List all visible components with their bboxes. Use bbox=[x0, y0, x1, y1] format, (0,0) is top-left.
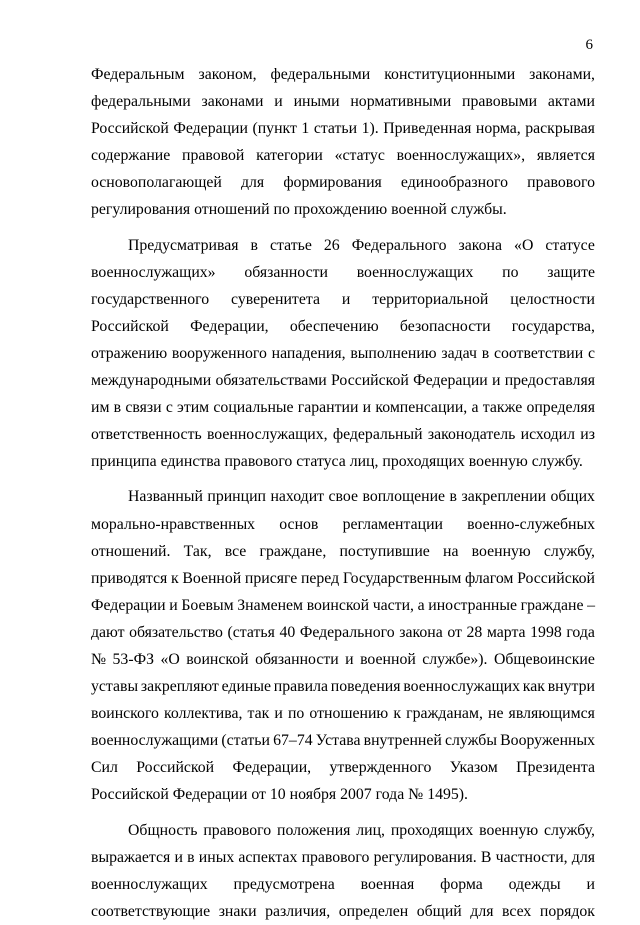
word: конституционными bbox=[384, 66, 516, 83]
word: военнослужащих», bbox=[396, 147, 526, 165]
text-line bbox=[91, 619, 595, 646]
word: «О bbox=[514, 236, 534, 254]
word: регулирования. bbox=[373, 848, 477, 866]
text-line bbox=[91, 142, 595, 169]
word: воплощение bbox=[362, 488, 446, 506]
word: Федерации bbox=[91, 596, 166, 614]
word: военнослужащими bbox=[91, 732, 219, 750]
word: этим bbox=[177, 399, 210, 417]
word: безопасности bbox=[399, 317, 491, 335]
word: «О bbox=[160, 650, 180, 668]
word: частности, bbox=[495, 848, 568, 866]
word: 1 bbox=[301, 120, 310, 138]
word: предусмотрена bbox=[233, 875, 335, 893]
word: части, bbox=[372, 596, 414, 614]
text-line bbox=[91, 313, 595, 340]
word: лиц, bbox=[356, 821, 386, 839]
paragraph-4 bbox=[91, 817, 595, 925]
word: по bbox=[287, 705, 305, 723]
word: Президента bbox=[516, 759, 595, 777]
word: военнослужащих bbox=[91, 875, 208, 893]
text-line bbox=[91, 394, 595, 421]
word: обязанности bbox=[255, 650, 339, 668]
word: принцип bbox=[207, 488, 266, 506]
word: Российской bbox=[91, 317, 169, 335]
text-line bbox=[91, 367, 595, 394]
paragraph-2 bbox=[91, 232, 595, 476]
word: внутренней bbox=[363, 732, 442, 750]
word: международными bbox=[91, 372, 212, 390]
word: Общность bbox=[128, 821, 198, 839]
word: закрепляют bbox=[140, 678, 219, 696]
word: так bbox=[247, 705, 270, 723]
text-line: принципа единства правового статуса лиц, проходящих военную службу. bbox=[91, 453, 583, 471]
word: Российской bbox=[331, 372, 409, 390]
word: им bbox=[91, 399, 110, 417]
word: Российской bbox=[136, 759, 215, 777]
word: обязательствами bbox=[215, 372, 327, 390]
word: статьи bbox=[313, 120, 358, 138]
word: в bbox=[187, 848, 195, 866]
word: по bbox=[502, 263, 519, 281]
word: единые bbox=[221, 678, 271, 696]
word: иностранные bbox=[428, 596, 518, 614]
word: 1998 bbox=[530, 623, 562, 641]
word: не bbox=[487, 705, 504, 723]
word: уставы bbox=[91, 678, 139, 696]
paragraph-1 bbox=[91, 61, 595, 224]
word: единообразного bbox=[400, 174, 508, 192]
text-line bbox=[91, 673, 595, 700]
word: находит bbox=[270, 488, 325, 506]
word: (статьи bbox=[221, 732, 270, 750]
word: все bbox=[224, 542, 247, 560]
word: категории bbox=[256, 147, 323, 165]
word: в bbox=[250, 236, 259, 254]
word: Государственным bbox=[342, 569, 462, 587]
word: Федерального bbox=[299, 623, 395, 641]
word: присяге bbox=[244, 569, 298, 587]
text-line bbox=[91, 115, 595, 142]
word: марта bbox=[486, 623, 526, 641]
word: 1). bbox=[361, 120, 379, 138]
word: воинской bbox=[186, 650, 249, 668]
word: Вооруженных bbox=[500, 732, 595, 750]
text-line bbox=[91, 88, 595, 115]
word: форма bbox=[440, 875, 483, 893]
word: «статус bbox=[334, 147, 385, 165]
word: гражданам, bbox=[406, 705, 483, 723]
word: определен bbox=[338, 902, 409, 920]
paragraph-gap bbox=[91, 809, 595, 817]
word: иными bbox=[293, 93, 340, 111]
word: Устава bbox=[315, 732, 361, 750]
page-number: 6 bbox=[585, 37, 593, 53]
word: целостности bbox=[510, 290, 595, 308]
word: в bbox=[449, 488, 458, 506]
text-line bbox=[91, 421, 595, 448]
word: общих bbox=[550, 488, 595, 506]
word: защите bbox=[547, 263, 595, 281]
word: территориальной bbox=[372, 290, 489, 308]
word: службу, bbox=[543, 821, 595, 839]
word: службу, bbox=[543, 542, 595, 560]
word: внутри bbox=[547, 678, 595, 696]
text-line bbox=[91, 340, 595, 367]
word: № bbox=[91, 650, 107, 668]
text-line bbox=[91, 700, 595, 727]
word: Указом bbox=[449, 759, 498, 777]
word: граждане bbox=[520, 596, 584, 614]
word: Федерации, bbox=[190, 317, 269, 335]
word: нормативными bbox=[350, 93, 452, 111]
word: и bbox=[345, 650, 354, 668]
word: закреплении bbox=[461, 488, 547, 506]
word: правового bbox=[527, 174, 595, 192]
word: 67–74 bbox=[273, 732, 313, 750]
word: правового bbox=[301, 848, 370, 866]
word: являющимся bbox=[508, 705, 595, 723]
word: законами bbox=[201, 93, 264, 111]
word: гарантии bbox=[297, 399, 359, 417]
word: поступившие bbox=[339, 542, 430, 560]
word: Федерации bbox=[413, 372, 488, 390]
word: и bbox=[274, 705, 283, 723]
word: законодатель bbox=[427, 426, 516, 444]
word: и bbox=[586, 875, 595, 893]
text-line bbox=[91, 565, 595, 592]
word: правовыми bbox=[461, 93, 538, 111]
word: к bbox=[393, 705, 402, 723]
text-line bbox=[91, 754, 595, 781]
text-line bbox=[91, 844, 595, 871]
word: является bbox=[536, 147, 595, 165]
word: (пункт bbox=[252, 120, 297, 138]
word: военнослужащих» bbox=[91, 263, 216, 281]
word: регламентации bbox=[342, 515, 443, 533]
word: к bbox=[170, 569, 179, 587]
text-line: регулирования отношений по прохождению военной службы. bbox=[91, 201, 507, 219]
word: государственного bbox=[91, 290, 210, 308]
text-line bbox=[91, 259, 595, 286]
word: военной bbox=[360, 650, 416, 668]
word: Сил bbox=[91, 759, 118, 777]
word: аспектах bbox=[238, 848, 298, 866]
text-line bbox=[91, 592, 595, 619]
text-line: Российской Федерации от 10 ноября 2007 года № 1495). bbox=[91, 786, 469, 804]
word: воинской bbox=[306, 596, 370, 614]
word: федеральный bbox=[332, 426, 423, 444]
word: (статья bbox=[227, 623, 275, 641]
word: соответствии bbox=[493, 344, 584, 362]
word: Российской bbox=[517, 569, 595, 587]
word: Военной bbox=[182, 569, 242, 587]
word: как bbox=[522, 678, 545, 696]
word: Федерального bbox=[351, 236, 447, 254]
word: и bbox=[362, 399, 372, 417]
word: поведения bbox=[330, 678, 401, 696]
paragraph-gap bbox=[91, 475, 595, 483]
word: также bbox=[482, 399, 523, 417]
word: одежды bbox=[508, 875, 561, 893]
word: различия, bbox=[265, 902, 331, 920]
word: Названный bbox=[128, 488, 203, 506]
word: нападения, bbox=[271, 344, 346, 362]
word: военнослужащих, bbox=[206, 426, 328, 444]
word: ответственность bbox=[91, 426, 202, 444]
word: раскрывая bbox=[525, 120, 595, 138]
text-line bbox=[91, 871, 595, 898]
word: вооруженного bbox=[171, 344, 267, 362]
word: 26 bbox=[323, 236, 340, 254]
text-line bbox=[91, 817, 595, 844]
word: соответствующие bbox=[91, 902, 211, 920]
word: – bbox=[587, 596, 595, 614]
word: воинского bbox=[91, 705, 159, 723]
word: и bbox=[341, 290, 351, 308]
word: приводятся bbox=[91, 569, 168, 587]
word: законами, bbox=[529, 66, 595, 83]
word: проходящих bbox=[390, 821, 474, 839]
word: из bbox=[580, 426, 595, 444]
word: 28 bbox=[466, 623, 483, 641]
word: с bbox=[587, 344, 595, 362]
word: отношению bbox=[309, 705, 389, 723]
word: иных bbox=[198, 848, 235, 866]
word: флагом bbox=[465, 569, 514, 587]
text-line bbox=[91, 286, 595, 313]
word: и bbox=[169, 596, 178, 614]
word: закона bbox=[399, 623, 443, 641]
text-line bbox=[91, 61, 595, 88]
word: для bbox=[241, 174, 265, 192]
text-line bbox=[91, 511, 595, 538]
word: выражается bbox=[91, 848, 171, 866]
word: обязанности bbox=[244, 263, 328, 281]
word: определяя bbox=[526, 399, 595, 417]
document-body bbox=[91, 61, 595, 925]
word: военнослужащих bbox=[403, 678, 520, 696]
word: отражению bbox=[91, 344, 168, 362]
word: коллектива, bbox=[164, 705, 243, 723]
text-line bbox=[91, 538, 595, 565]
text-line bbox=[91, 169, 595, 196]
word: федеральными bbox=[91, 93, 191, 111]
word: военнослужащих bbox=[356, 263, 474, 281]
word: обеспечению bbox=[289, 317, 379, 335]
word: перед bbox=[300, 569, 340, 587]
word: военную bbox=[471, 542, 531, 560]
word: задач bbox=[441, 344, 477, 362]
word: граждане, bbox=[259, 542, 327, 560]
text-line bbox=[91, 727, 595, 754]
word: Боевым bbox=[181, 596, 234, 614]
word: связи bbox=[125, 399, 162, 417]
word: службе»). bbox=[422, 650, 488, 668]
word: основ bbox=[279, 515, 319, 533]
word: для bbox=[470, 902, 494, 920]
word: Общевоинские bbox=[493, 650, 595, 668]
text-line bbox=[91, 483, 595, 510]
word: закона bbox=[458, 236, 503, 254]
word: на bbox=[443, 542, 459, 560]
word: норма, bbox=[475, 120, 521, 138]
word: в bbox=[481, 344, 490, 362]
word: Федерации, bbox=[232, 759, 312, 777]
word: государства, bbox=[511, 317, 595, 335]
word: года bbox=[566, 623, 595, 641]
word: для bbox=[571, 848, 595, 866]
word: правового bbox=[203, 821, 272, 839]
text-line bbox=[91, 232, 595, 259]
word: военно-служебных bbox=[467, 515, 595, 533]
text-line bbox=[91, 898, 595, 925]
word: порядок bbox=[539, 902, 595, 920]
word: а bbox=[417, 596, 425, 614]
word: 40 bbox=[279, 623, 296, 641]
word: федеральными bbox=[270, 66, 371, 83]
word: содержание bbox=[91, 147, 171, 165]
word: суверенитета bbox=[231, 290, 320, 308]
word: формирования bbox=[283, 174, 382, 192]
word: исходил bbox=[520, 426, 576, 444]
word: положения bbox=[277, 821, 351, 839]
word: Федеральным bbox=[91, 66, 185, 83]
word: социальные bbox=[213, 399, 294, 417]
word: Предусматривая bbox=[128, 236, 239, 254]
word: актами bbox=[547, 93, 595, 111]
word: В bbox=[480, 848, 492, 866]
word: всех bbox=[502, 902, 532, 920]
word: военная bbox=[360, 875, 415, 893]
word: службы bbox=[445, 732, 497, 750]
word: предоставляя bbox=[504, 372, 595, 390]
word: а bbox=[471, 399, 479, 417]
word: статье bbox=[270, 236, 312, 254]
word: дают bbox=[91, 623, 125, 641]
word: Приведенная bbox=[383, 120, 472, 138]
word: обязательство bbox=[129, 623, 223, 641]
word: знаки bbox=[218, 902, 257, 920]
word: военную bbox=[479, 821, 539, 839]
word: отношений. bbox=[91, 542, 171, 560]
word: статусе bbox=[545, 236, 595, 254]
paragraph-gap bbox=[91, 224, 595, 232]
word: с bbox=[165, 399, 173, 417]
word: правовой bbox=[182, 147, 245, 165]
word: утвержденного bbox=[329, 759, 432, 777]
word: и bbox=[174, 848, 183, 866]
word: от bbox=[447, 623, 462, 641]
text-line bbox=[91, 646, 595, 673]
word: Знаменем bbox=[237, 596, 304, 614]
word: морально-нравственных bbox=[91, 515, 256, 533]
word: свое bbox=[328, 488, 359, 506]
paragraph-3 bbox=[91, 483, 595, 808]
word: Российской bbox=[91, 120, 169, 138]
word: правила bbox=[273, 678, 328, 696]
word: основополагающей bbox=[91, 174, 222, 192]
word: Так, bbox=[183, 542, 212, 560]
word: и bbox=[491, 372, 501, 390]
word: выполнению bbox=[350, 344, 437, 362]
word: общий bbox=[416, 902, 462, 920]
word: законом, bbox=[198, 66, 257, 83]
word: 53-ФЗ bbox=[112, 650, 154, 668]
word: компенсации, bbox=[375, 399, 468, 417]
word: и bbox=[274, 93, 283, 111]
word: Федерации bbox=[173, 120, 248, 138]
word: в bbox=[113, 399, 122, 417]
